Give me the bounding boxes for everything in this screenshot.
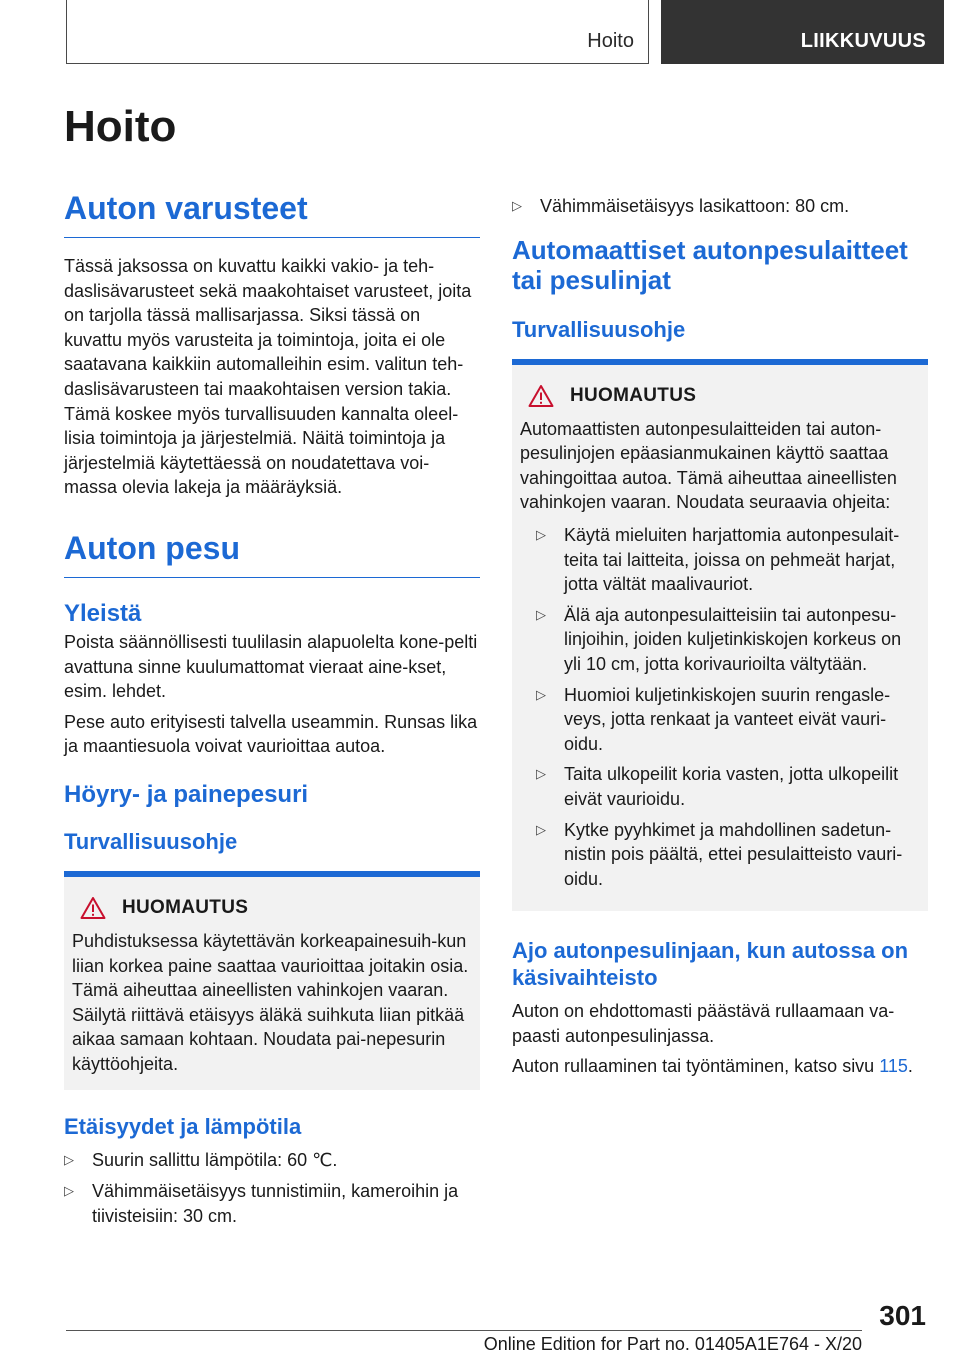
warning-text: Automaattisten autonpesulaitteiden tai auton-pesulinjojen epäasianmukainen käyttö saattaa vahingoittaa autoa. Tämä aiheuttaa aineellisten vahinkojen vaaran. Noudata seuraavia ohjeita: — [520, 418, 897, 513]
heading-yleista: Yleistä — [64, 599, 142, 627]
list-item — [64, 1179, 480, 1228]
warning-title: HUOMAUTUS — [122, 896, 249, 918]
list-item — [520, 762, 920, 811]
list-item-text: Älä aja autonpesulaitteisiin tai autonpesu-linjoihin, joiden kuljetinkiskojen korkeus on yli 10 cm, jotta korivaurioilta vältytään. — [564, 604, 902, 674]
triangle-bullet-icon: ▷ — [536, 686, 546, 702]
heading-turvallisuusohje: Turvallisuusohje — [64, 828, 238, 854]
paragraph-ajo-2 — [512, 1054, 928, 1079]
paragraph-yleista-1: Poista säännöllisesti tuulilasin alapuolelta kone-pelti avattuna sinne kuulumattomat vieraat aine-kset, esim. lehdet. — [64, 631, 478, 702]
list-item — [520, 818, 920, 892]
warning-header — [72, 893, 472, 923]
triangle-bullet-icon: ▷ — [64, 1152, 74, 1168]
page-reference-link[interactable]: 115 — [879, 1056, 908, 1077]
heading-turvallisuusohje-2: Turvallisuusohje — [512, 316, 686, 342]
header-section-label: Hoito — [587, 30, 634, 52]
warning-triangle-icon — [80, 896, 106, 920]
page-number: 301 — [879, 1300, 926, 1331]
heading-hoyry-painepesuri: Höyry- ja painepesuri — [64, 780, 309, 808]
triangle-bullet-icon: ▷ — [536, 766, 546, 782]
heading-ajo-autonpesulinjaan: Ajo autonpesulinjaan, kun autossa on käsivaihteisto — [512, 938, 909, 991]
left-column — [64, 190, 480, 1234]
bullet-list-etaisyydet — [64, 1148, 480, 1228]
warning-triangle-icon — [528, 384, 554, 408]
paragraph-ajo-2-text: Auton rullaaminen tai työntäminen, katso sivu — [512, 1056, 880, 1077]
paragraph-yleista-2: Pese auto erityisesti talvella useammin. Runsas lika ja maantiesuola voivat vaurioittaa autoa. — [64, 711, 478, 757]
warning-header — [520, 381, 920, 411]
list-item-text: Taita ulkopeilit koria vasten, jotta ulkopeilit eivät vaurioidu. — [564, 764, 899, 809]
triangle-bullet-icon: ▷ — [512, 198, 522, 213]
list-item-text: Kytke pyyhkimet ja mahdollinen sadetun-nistin pois päältä, ettei pesulaitteisto vauri-oidu. — [564, 819, 903, 889]
list-item-text: Vähimmäisetäisyys tunnistimiin, kameroihin ja tiivisteisiin: 30 cm. — [92, 1181, 459, 1226]
footer-divider — [66, 1330, 862, 1331]
footer-edition: Online Edition for Part no. 01405A1E764 - X/20 — [483, 1334, 862, 1354]
list-item-text: Käytä mieluiten harjattomia autonpesulait-teita tai laitteita, joissa on pehmeät harjat, jotta vältät maalivauriot. — [564, 524, 900, 595]
paragraph-ajo-1: Auton on ehdottomasti päästävä rullaamaan va-paasti autonpesulinjassa. — [512, 1001, 895, 1046]
list-item-text: Vähimmäisetäisyys lasikattoon: 80 cm. — [540, 196, 850, 216]
right-column — [512, 190, 928, 1079]
header-chapter-label: LIIKKUVUUS — [800, 30, 926, 52]
warning-bullet-list — [520, 523, 920, 891]
heading-automaattiset: Automaattiset autonpesulaitteet tai pesulinjat — [512, 234, 908, 295]
page-title: Hoito — [64, 102, 177, 151]
triangle-bullet-icon: ▷ — [536, 526, 546, 542]
list-item-text: Huomioi kuljetinkiskojen suurin rengasle-veys, jotta renkaat ja vanteet eivät vauri-oidu. — [564, 684, 891, 754]
warning-text: Puhdistuksessa käytettävän korkeapainesuih-kun liian korkea paine saattaa vaurioittaa joitakin osia. Tämä aiheuttaa aineellisten vahinkojen vaaran. Säilytä riittävä etäisyys äläkä suihkuta liian pitkää aikaa samaan kohtaan. Noudata pai-nepesurin käyttöohjeita. — [72, 930, 469, 1074]
list-item — [64, 1148, 480, 1173]
list-item-text: Suurin sallittu lämpötila: 60 ℃. — [92, 1150, 338, 1171]
paragraph-varusteet: Tässä jaksossa on kuvattu kaikki vakio- ja teh-daslisävarusteet sekä maakohtaiset varusteet, joita on tarjolla tässä mallisarjassa. Siksi tässä on kuvattu myös varusteita ja toimintoja, joita ei ole saatavana kaikkiin automalleihin esim. valitun teh-daslisävarusteen tai maakohtaisen version takia. Tämä koskee myös turvallisuuden kannalta oleel-lisia toimintoja ja järjestelmiä. Näitä toimintoja ja järjestelmiä käytettäessä on noudatettava voi-massa olevia lakeja ja määräyksiä. — [64, 256, 472, 498]
triangle-bullet-icon: ▷ — [536, 821, 546, 837]
paragraph-ajo-2-suffix: . — [907, 1056, 913, 1077]
warning-box — [64, 871, 480, 1091]
list-item — [520, 683, 920, 757]
triangle-bullet-icon: ▷ — [536, 606, 546, 622]
heading-auton-varusteet: Auton varusteet — [64, 190, 480, 238]
triangle-bullet-icon: ▷ — [64, 1183, 74, 1199]
header-section-box — [66, 0, 649, 64]
warning-box-2 — [512, 359, 928, 912]
list-item — [520, 603, 920, 677]
warning-title: HUOMAUTUS — [570, 384, 697, 406]
header-chapter-box — [661, 0, 944, 64]
list-item — [512, 194, 928, 219]
list-item — [520, 523, 920, 597]
heading-auton-pesu: Auton pesu — [64, 530, 480, 578]
bullet-list-lasikatto — [512, 194, 928, 219]
heading-etaisyydet: Etäisyydet ja lämpötila — [64, 1114, 302, 1140]
